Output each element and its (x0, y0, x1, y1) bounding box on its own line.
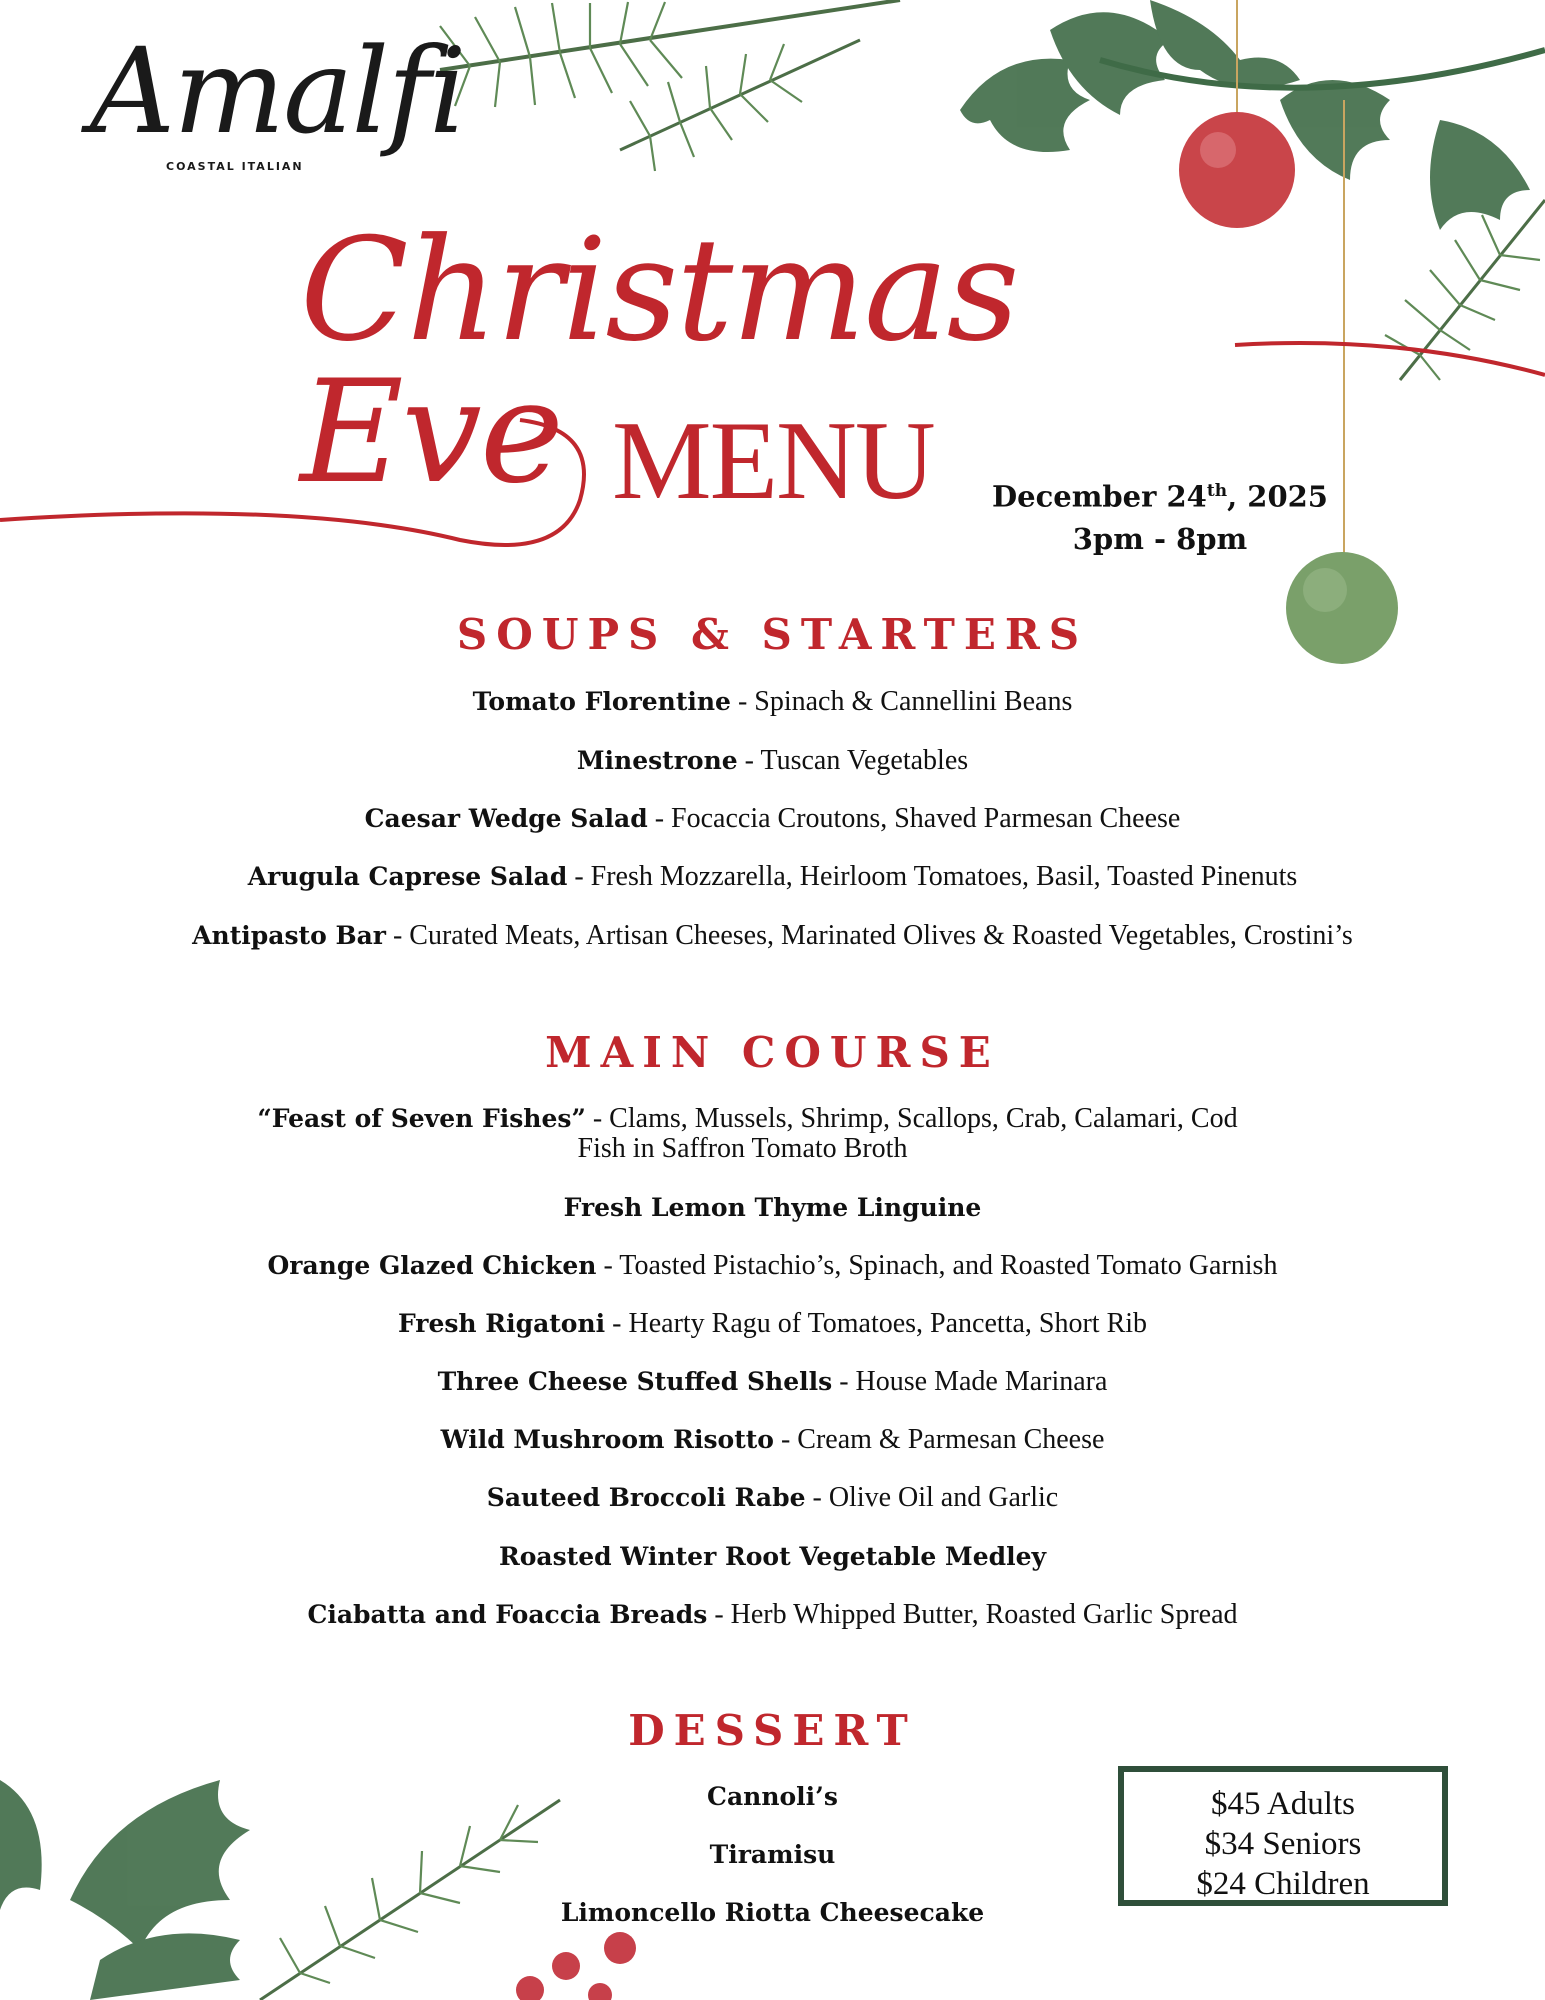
item-name: Arugula Caprese Salad (247, 862, 568, 891)
date-suffix: th (1206, 481, 1228, 501)
item-name: Tomato Florentine (472, 687, 731, 716)
menu-item (0, 745, 1545, 777)
item-name: Caesar Wedge Salad (364, 804, 648, 833)
item-name: Roasted Winter Root Vegetable Medley (498, 1542, 1047, 1571)
menu-item (0, 1424, 1545, 1456)
section-title-dessert: DESSERT (628, 1706, 917, 1755)
brand-tagline: COASTAL ITALIAN (166, 160, 304, 173)
item-name: Orange Glazed Chicken (267, 1251, 597, 1280)
item-name: Sauteed Broccoli Rabe (486, 1483, 806, 1512)
menu-item-continued (0, 1133, 1515, 1165)
menu-item (0, 1482, 1545, 1514)
berry-icon (516, 1932, 636, 2000)
item-name: Fresh Lemon Thyme Linguine (563, 1193, 982, 1222)
item-desc: - Fresh Mozzarella, Heirloom Tomatoes, Basil, Toasted Pinenuts (567, 861, 1298, 892)
item-desc: - Spinach & Cannellini Beans (730, 686, 1073, 717)
item-desc: - House Made Marinara (832, 1366, 1108, 1397)
item-desc: - Herb Whipped Butter, Roasted Garlic Spread (707, 1599, 1238, 1630)
event-date (960, 470, 1360, 518)
item-desc: - Curated Meats, Artisan Cheeses, Marinated Olives & Roasted Vegetables, Crostini’s (385, 920, 1353, 951)
brand-name: Amalfi (90, 22, 465, 160)
item-desc: - Hearty Ragu of Tomatoes, Pancetta, Short Rib (605, 1308, 1148, 1339)
page-title-script: Christmas Eve (300, 208, 1018, 515)
item-desc: - Cream & Parmesan Cheese (773, 1424, 1105, 1455)
pricing-box (1118, 1766, 1448, 1906)
item-desc: - Olive Oil and Garlic (805, 1482, 1059, 1513)
item-name: Fresh Rigatoni (397, 1309, 606, 1338)
menu-item (0, 861, 1545, 893)
item-desc: - Clams, Mussels, Shrimp, Scallops, Crab, Calamari, Cod (585, 1103, 1238, 1134)
item-desc-continued: Fish in Saffron Tomato Broth (577, 1133, 908, 1164)
item-name: Three Cheese Stuffed Shells (437, 1367, 833, 1396)
menu-item (0, 1308, 1545, 1340)
item-name: Limoncello Riotta Cheesecake (560, 1898, 985, 1927)
item-desc: - Tuscan Vegetables (737, 745, 969, 776)
item-name: Minestrone (576, 746, 738, 775)
section-title-main: MAIN COURSE (545, 1028, 1000, 1077)
menu-item (0, 920, 1545, 952)
holly-leaf-icon (960, 0, 1530, 230)
event-date-block (960, 470, 1360, 560)
date-year: , 2025 (1227, 479, 1328, 514)
menu-item (0, 686, 1545, 718)
item-desc: - Focaccia Croutons, Shaved Parmesan Cheese (647, 803, 1181, 834)
item-desc: - Toasted Pistachio’s, Spinach, and Roasted Tomato Garnish (596, 1250, 1278, 1281)
menu-item (0, 1366, 1545, 1398)
item-name: Cannoli’s (707, 1782, 838, 1811)
item-name: “Feast of Seven Fishes” (257, 1104, 586, 1133)
price-seniors: $34 Seniors (1204, 1826, 1362, 1862)
menu-item (0, 1599, 1545, 1631)
menu-item (0, 1103, 1520, 1135)
date-text: December 24 (992, 479, 1207, 514)
price-adults: $45 Adults (1211, 1786, 1355, 1822)
price-children: $24 Children (1196, 1866, 1370, 1902)
menu-item (0, 1250, 1545, 1282)
section-title-starters: SOUPS & STARTERS (456, 610, 1089, 659)
menu-item (0, 1541, 1545, 1573)
menu-item (0, 803, 1545, 835)
page-title-menu: MENU (612, 399, 934, 523)
item-name: Antipasto Bar (192, 921, 386, 950)
item-name: Tiramisu (709, 1840, 836, 1869)
item-name: Ciabatta and Foaccia Breads (307, 1600, 708, 1629)
event-time: 3pm - 8pm (1072, 521, 1248, 556)
item-name: Wild Mushroom Risotto (440, 1425, 774, 1454)
brand-logo (30, 22, 465, 180)
menu-item (0, 1192, 1545, 1224)
holly-leaf-icon (0, 1780, 250, 2000)
